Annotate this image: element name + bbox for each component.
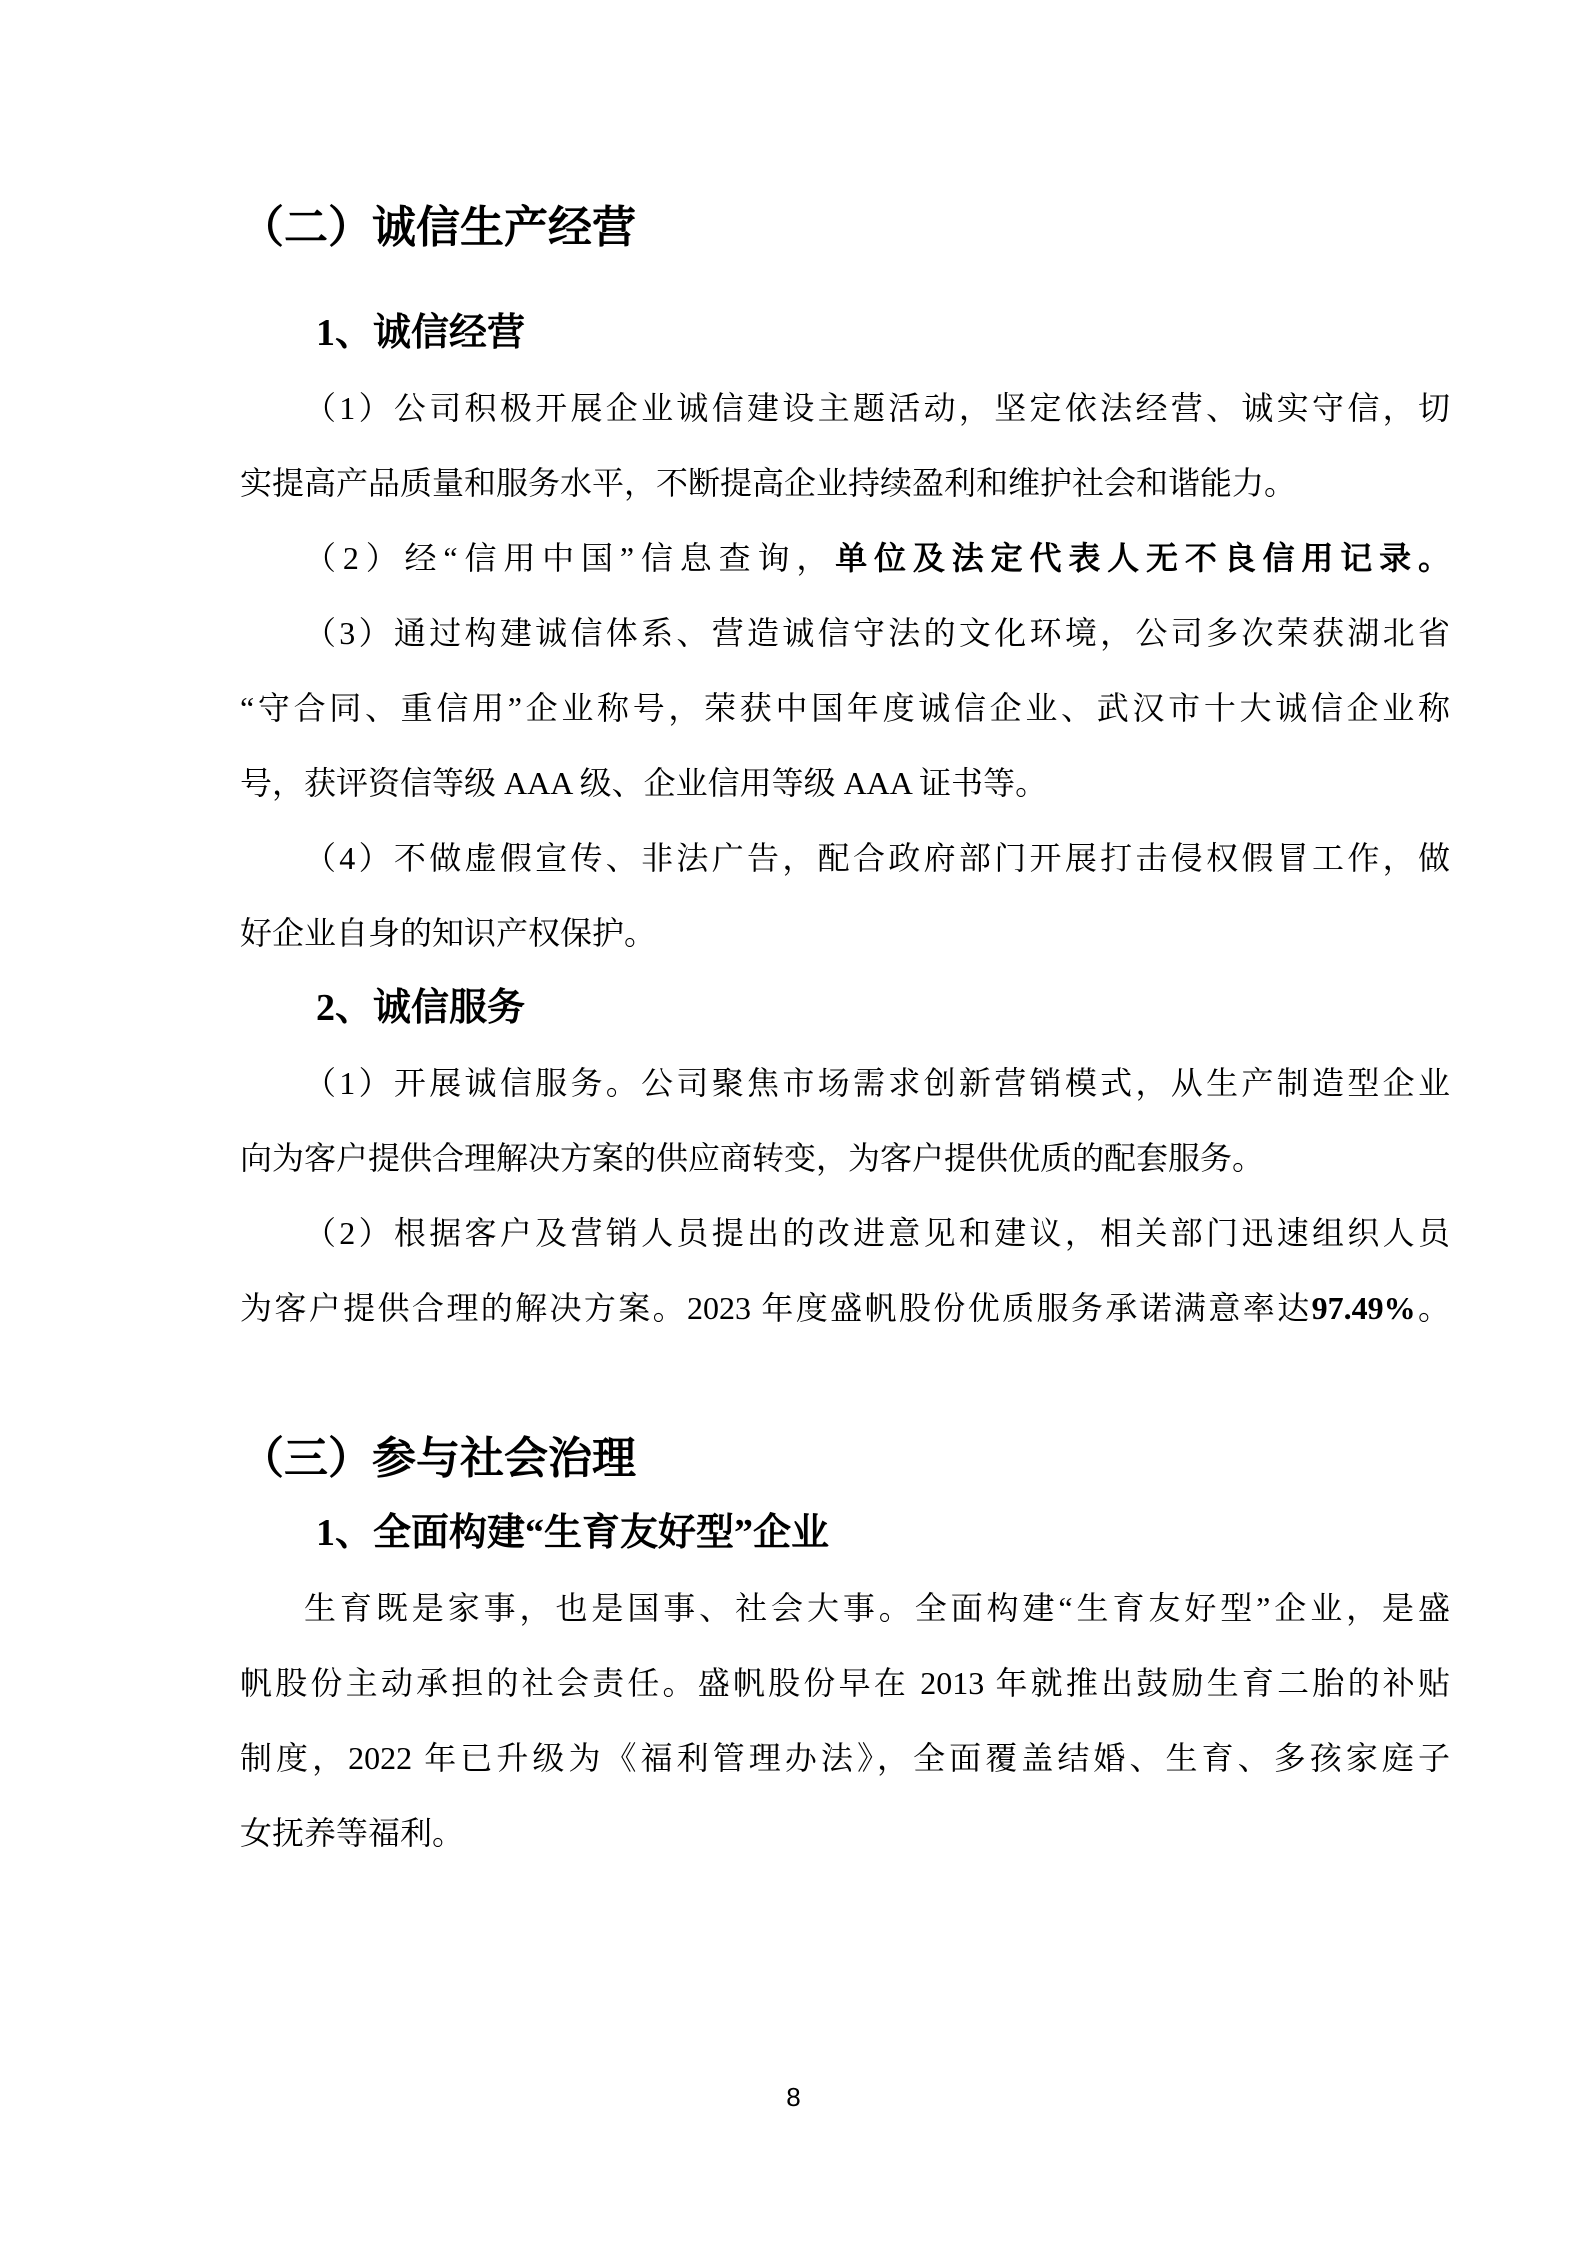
section-heading-integrity-operations: （二）诚信生产经营: [240, 203, 636, 252]
paragraph-honest-operation-4: [240, 821, 1450, 971]
paragraph-line: 号，获评资信等级 AAA 级、企业信用等级 AAA 证书等。: [240, 765, 1048, 801]
paragraph-line: 女抚养等福利。: [240, 1815, 465, 1851]
paragraph-fertility-friendly-1: [240, 1571, 1450, 1871]
paragraph-line: 帆股份主动承担的社会责任。盛帆股份早在 2013 年就推出鼓励生育二胎的补贴: [240, 1665, 1450, 1701]
paragraph-line: （1）公司积极开展企业诚信建设主题活动，坚定依法经营、诚实守信，切: [304, 390, 1450, 426]
paragraph-line: “守合同、重信用”企业称号，荣获中国年度诚信企业、武汉市十大诚信企业称: [240, 690, 1450, 726]
page-content: [240, 0, 1450, 1871]
paragraph-honest-operation-3: [240, 596, 1450, 821]
paragraph-honest-service-1: [240, 1046, 1450, 1196]
subsection-heading-honest-operation: 1、诚信经营: [316, 312, 526, 354]
paragraph-honest-service-2: [240, 1196, 1450, 1346]
paragraph-line: （3）通过构建诚信体系、营造诚信守法的文化环境，公司多次荣获湖北省: [304, 615, 1450, 651]
paragraph-text: 。: [1415, 1290, 1450, 1326]
page-number: 8: [786, 2082, 801, 2112]
paragraph-line: [240, 1271, 1450, 1346]
paragraph-line: （1）开展诚信服务。公司聚焦市场需求创新营销模式，从生产制造型企业: [304, 1065, 1450, 1101]
paragraph-text: （2）经“信用中国”信息查询，: [304, 540, 836, 576]
paragraph-line: 制度，2022 年已升级为《福利管理办法》，全面覆盖结婚、生育、多孩家庭子: [240, 1740, 1450, 1776]
paragraph-line: 向为客户提供合理解决方案的供应商转变，为客户提供优质的配套服务。: [240, 1140, 1265, 1176]
bold-emphasis: 单位及法定代表人无不良信用记录。: [835, 540, 1450, 576]
paragraph-line: [240, 521, 1450, 596]
paragraph-honest-operation-2: [240, 521, 1450, 596]
paragraph-honest-operation-1: [240, 371, 1450, 521]
subsection-heading-fertility-friendly: 1、全面构建“生育友好型”企业: [316, 1512, 830, 1554]
paragraph-line: （2）根据客户及营销人员提出的改进意见和建议，相关部门迅速组织人员: [304, 1215, 1450, 1251]
paragraph-line: 实提高产品质量和服务水平，不断提高企业持续盈利和维护社会和谐能力。: [240, 465, 1297, 501]
subsection-heading-honest-service: 2、诚信服务: [316, 987, 526, 1029]
paragraph-text: 为客户提供合理的解决方案。2023 年度盛帆股份优质服务承诺满意率达: [240, 1290, 1312, 1326]
paragraph-line: （4）不做虚假宣传、非法广告，配合政府部门开展打击侵权假冒工作，做: [304, 840, 1450, 876]
paragraph-line: 好企业自身的知识产权保护。: [240, 915, 657, 951]
section-heading-social-governance: （三）参与社会治理: [240, 1434, 636, 1483]
paragraph-line: 生育既是家事，也是国事、社会大事。全面构建“生育友好型”企业，是盛: [304, 1590, 1450, 1626]
bold-emphasis: 97.49%: [1311, 1290, 1416, 1326]
